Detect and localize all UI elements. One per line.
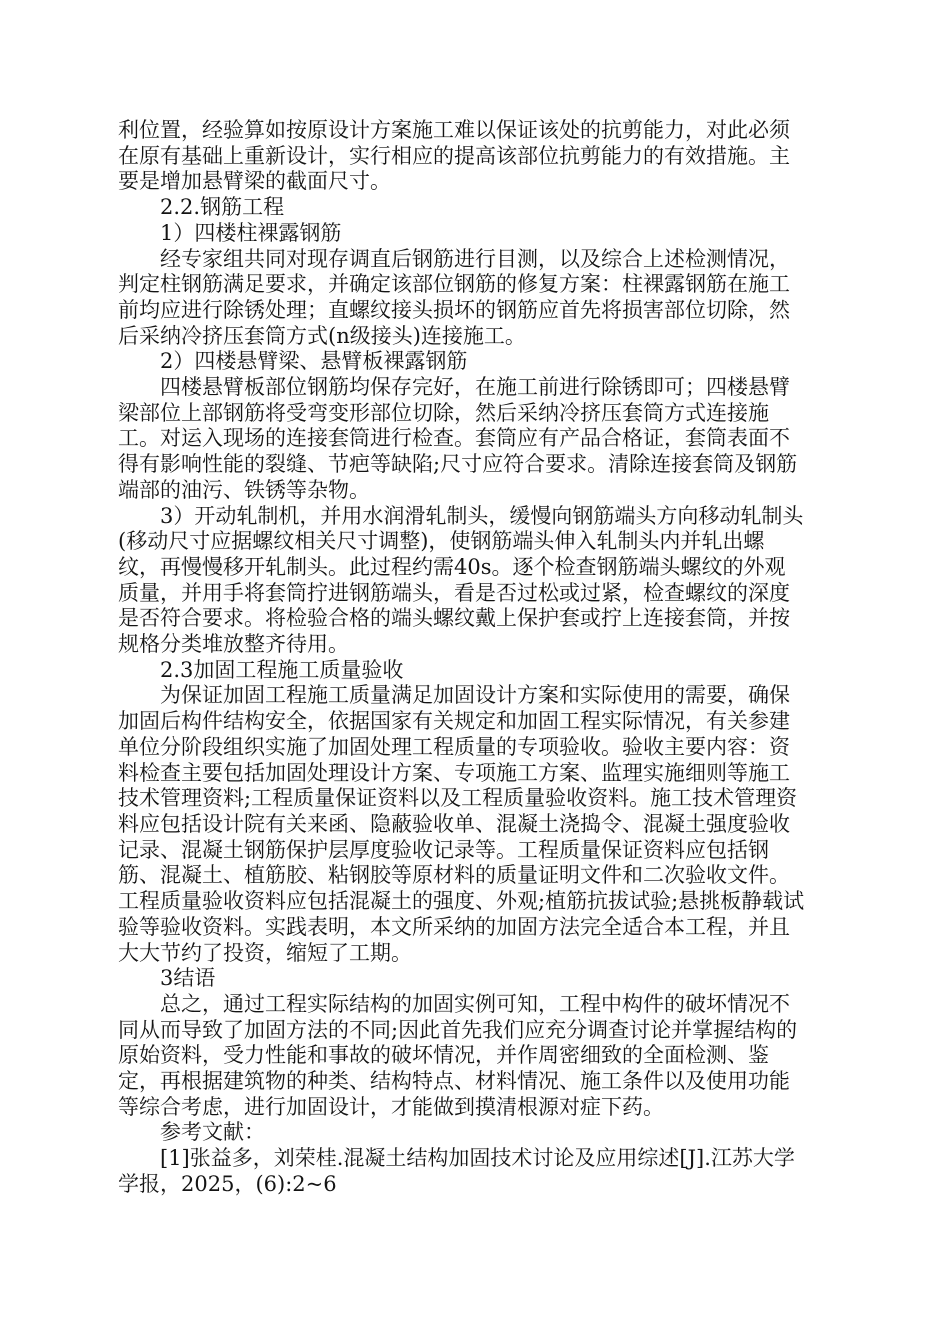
references-heading: 参考文献： bbox=[160, 1120, 265, 1145]
paragraph-conclusion: 总之，通过工程实际结构的加固实例可知，工程中构件的破坏情况不同从而导致了加固方法的不同;因此首先我们应充分调查讨论并掌握结构的原始资料，受力性能和事故的破坏情况，并作周密细致的全面检测、鉴定，再根据建筑物的种类、结构特点、材料情况、施工条件以及使用功能等综合考虑，进行加固设计，才能做到摸清根源对症下药。 bbox=[118, 991, 798, 1119]
subheading-cantilever-rebar: 2）四楼悬臂梁、悬臂板裸露钢筋 bbox=[160, 349, 468, 374]
section-heading-quality-acceptance: 2.3加固工程施工质量验收 bbox=[160, 657, 404, 682]
paragraph-quality-acceptance: 为保证加固工程施工质量满足加固设计方案和实际使用的需要，确保加固后构件结构安全，依据国家有关规定和加固工程实际情况，有关参建单位分阶段组织实施了加固处理工程质量的专项验收。验收主要内容：资料检查主要包括加固处理设计方案、专项施工方案、监理实施细则等施工技术管理资料;工程质量保证资料以及工程质量验收资料。施工技术管理资料应包括设计院有关来函、隐蔽验收单、混凝土浇捣令、混凝土强度验收记录、混凝土钢筋保护层厚度验收记录等。工程质量保证资料应包括钢筋、混凝土、植筋胶、粘钢胶等原材料的质量证明文件和二次验收文件。工程质量验收资料应包括混凝土的强度、外观;植筋抗拔试验;悬挑板静载试验等验收资料。实践表明，本文所采纳的加固方法完全适合本工程，并且大大节约了投资，缩短了工期。 bbox=[118, 683, 805, 965]
subheading-column-rebar: 1）四楼柱裸露钢筋 bbox=[160, 220, 342, 245]
paragraph-rolling-machine: 3）开动轧制机，并用水润滑轧制头，缓慢向钢筋端头方向移动轧制头(移动尺寸应据螺纹相关尺寸调整)，使钢筋端头伸入轧制头内并轧出螺纹，再慢慢移开轧制头。此过程约需40s。逐个检查钢筋端头螺纹的外观质量，并用手将套筒拧进钢筋端头，看是否过松或过紧，检查螺纹的深度是否符合要求。将检验合格的端头螺纹戴上保护套或拧上连接套筒，并按规格分类堆放整齐待用。 bbox=[118, 503, 804, 657]
section-heading-conclusion: 3结语 bbox=[160, 966, 216, 991]
paragraph-continuation: 利位置，经验算如按原设计方案施工难以保证该处的抗剪能力，对此必须在原有基础上重新设计，实行相应的提高该部位抗剪能力的有效措施。主要是增加悬臂梁的截面尺寸。 bbox=[118, 118, 790, 194]
paragraph-cantilever-rebar: 四楼悬臂板部位钢筋均保存完好，在施工前进行除锈即可；四楼悬臂梁部位上部钢筋将受弯变形部位切除，然后采纳冷挤压套筒方式连接施工。对运入现场的连接套筒进行检查。套筒应有产品合格证，套筒表面不得有影响性能的裂缝、节疤等缺陷;尺寸应符合要求。清除连接套筒及钢筋端部的油污、铁锈等杂物。 bbox=[118, 375, 798, 502]
section-heading-rebar-engineering: 2.2.钢筋工程 bbox=[160, 195, 285, 220]
paragraph-column-rebar: 经专家组共同对现存调直后钢筋进行目测，以及综合上述检测情况，判定柱钢筋满足要求，并确定该部位钢筋的修复方案：柱裸露钢筋在施工前均应进行除锈处理；直螺纹接头损坏的钢筋应首先将损害部位切除，然后采纳冷挤压套筒方式(n级接头)连接施工。 bbox=[118, 246, 790, 348]
document-body bbox=[118, 118, 806, 1198]
reference-item: [1]张益多，刘荣桂.混凝土结构加固技术讨论及应用综述[J].江苏大学学报，2025，(6):2~6 bbox=[118, 1146, 795, 1196]
